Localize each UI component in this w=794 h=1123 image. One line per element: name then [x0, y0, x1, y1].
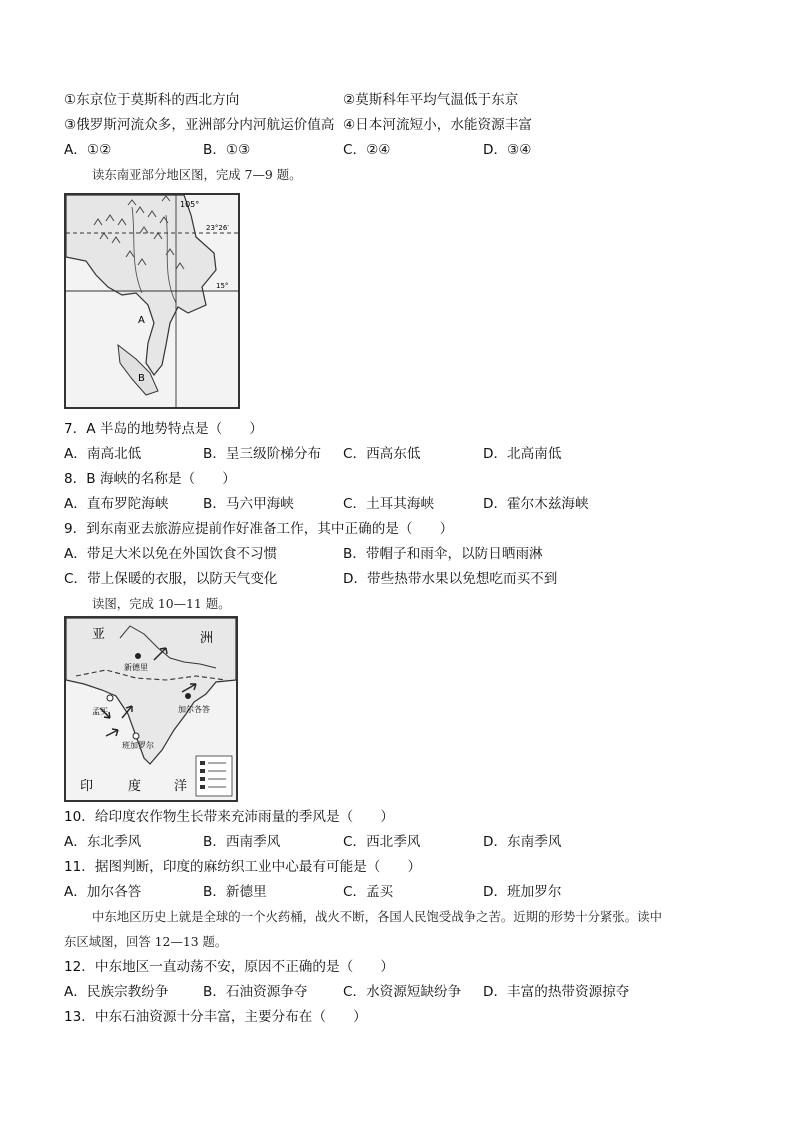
city-mumbai: 孟买	[92, 707, 108, 716]
asia-char-2: 洲	[200, 631, 214, 646]
q13-stem: 13．中东石油资源十分丰富，主要分布在（ ）	[64, 1009, 367, 1025]
q8-option-c[interactable]: C．土耳其海峡	[343, 496, 435, 512]
q11-option-b[interactable]: B．新德里	[203, 884, 267, 900]
latitude-15-label: 15°	[216, 282, 229, 290]
q9-option-a[interactable]: A．带足大米以免在外国饮食不习惯	[64, 546, 278, 562]
q9-option-b[interactable]: B．带帽子和雨伞，以防日晒雨淋	[343, 546, 543, 562]
q12-option-a[interactable]: A．民族宗教纷争	[64, 984, 169, 1000]
q9-option-d[interactable]: D．带些热带水果以免想吃而买不到	[343, 571, 558, 587]
q8-stem: 8．B 海峡的名称是（ ）	[64, 471, 236, 487]
q12-stem: 12．中东地区一直动荡不安，原因不正确的是（ ）	[64, 959, 394, 975]
ocean-char-3: 洋	[174, 779, 188, 794]
q9-stem: 9．到东南亚去旅游应提前作好准备工作，其中正确的是（ ）	[64, 521, 454, 537]
q10-option-d[interactable]: D．东南季风	[483, 834, 562, 850]
q11-stem: 11．据图判断，印度的麻纺织工业中心最有可能是（ ）	[64, 859, 422, 875]
q7-option-d[interactable]: D．北高南低	[483, 446, 562, 462]
q7-option-c[interactable]: C．西高东低	[343, 446, 421, 462]
ocean-char-2: 度	[128, 779, 142, 794]
q6-option-b[interactable]: B．①③	[203, 142, 251, 158]
longitude-label: 105°	[180, 200, 200, 209]
q10-option-c[interactable]: C．西北季风	[343, 834, 421, 850]
statement-1: ①东京位于莫斯科的西北方向	[64, 92, 240, 108]
q8-option-b[interactable]: B．马六甲海峡	[203, 496, 294, 512]
q6-option-c[interactable]: C．②④	[343, 142, 391, 158]
q8-option-d[interactable]: D．霍尔木兹海峡	[483, 496, 589, 512]
q12-option-c[interactable]: C．水资源短缺纷争	[343, 984, 462, 1000]
q11-option-c[interactable]: C．孟买	[343, 884, 394, 900]
intro-12-13-line2: 东区域图，回答 12—13 题。	[64, 934, 228, 949]
tropic-label: 23°26′	[206, 224, 229, 232]
intro-10-11: 读图，完成 10—11 题。	[92, 596, 231, 611]
label-a: A	[138, 315, 145, 326]
q6-option-a[interactable]: A．①②	[64, 142, 112, 158]
q6-option-d[interactable]: D．③④	[483, 142, 532, 158]
q9-option-c[interactable]: C．带上保暖的衣服，以防天气变化	[64, 571, 278, 587]
statement-4: ④日本河流短小，水能资源丰富	[343, 117, 532, 133]
asia-char-1: 亚	[92, 627, 106, 642]
city-kolkata: 加尔各答	[178, 705, 210, 714]
q10-stem: 10．给印度农作物生长带来充沛雨量的季风是（ ）	[64, 809, 394, 825]
q7-option-b[interactable]: B．呈三级阶梯分布	[203, 446, 322, 462]
q12-option-d[interactable]: D．丰富的热带资源掠夺	[483, 984, 630, 1000]
label-b: B	[138, 373, 145, 384]
southeast-asia-map	[64, 193, 240, 409]
city-bangalore: 班加罗尔	[122, 741, 154, 750]
q10-option-a[interactable]: A．东北季风	[64, 834, 142, 850]
statement-3: ③俄罗斯河流众多，亚洲部分内河航运价值高	[64, 117, 335, 133]
q7-stem: 7．A 半岛的地势特点是（ ）	[64, 421, 263, 437]
city-delhi: 新德里	[124, 663, 148, 672]
india-map	[64, 616, 238, 802]
intro-12-13-line1: 中东地区历史上就是全球的一个火药桶，战火不断，各国人民饱受战争之苦。近期的形势十分紧张。读中	[92, 909, 662, 924]
q7-option-a[interactable]: A．南高北低	[64, 446, 142, 462]
ocean-char-1: 印	[80, 779, 94, 794]
q11-option-d[interactable]: D．班加罗尔	[483, 884, 562, 900]
q10-option-b[interactable]: B．西南季风	[203, 834, 281, 850]
q12-option-b[interactable]: B．石油资源争夺	[203, 984, 308, 1000]
statement-2: ②莫斯科年平均气温低于东京	[343, 92, 519, 108]
q11-option-a[interactable]: A．加尔各答	[64, 884, 142, 900]
q8-option-a[interactable]: A．直布罗陀海峡	[64, 496, 169, 512]
intro-7-9: 读东南亚部分地区图，完成 7—9 题。	[92, 167, 302, 182]
